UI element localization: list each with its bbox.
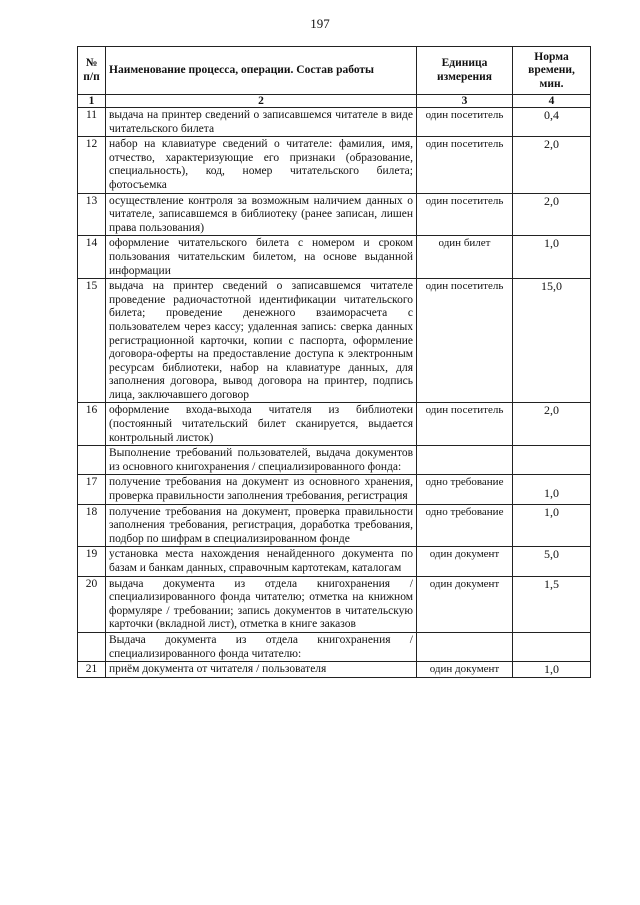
table-row xyxy=(78,108,591,137)
row-unit xyxy=(417,632,513,661)
row-number xyxy=(78,632,106,661)
row-norm: 15,0 xyxy=(513,279,591,403)
table-row xyxy=(78,576,591,632)
table-row xyxy=(78,137,591,193)
table-row xyxy=(78,547,591,576)
row-norm: 1,0 xyxy=(513,475,591,504)
header-norm: Норма времени, мин. xyxy=(513,47,591,95)
header-name: Наименование процесса, операции. Состав работы xyxy=(106,47,417,95)
row-number: 16 xyxy=(78,403,106,446)
row-unit: одно требование xyxy=(417,475,513,504)
section-row xyxy=(78,632,591,661)
row-norm xyxy=(513,632,591,661)
row-number: 21 xyxy=(78,662,106,678)
row-number: 19 xyxy=(78,547,106,576)
row-number: 15 xyxy=(78,279,106,403)
row-description: оформление входа-выхода читателя из библиотеки (постоянный читательский билет сканируется, выдается контрольный листок) xyxy=(106,403,417,446)
row-norm: 5,0 xyxy=(513,547,591,576)
table-row xyxy=(78,279,591,403)
column-index: 4 xyxy=(513,95,591,108)
row-unit: один билет xyxy=(417,236,513,279)
row-norm: 2,0 xyxy=(513,403,591,446)
row-number: 17 xyxy=(78,475,106,504)
row-unit: один посетитель xyxy=(417,279,513,403)
table-row xyxy=(78,475,591,504)
row-description: набор на клавиатуре сведений о читателе: фамилия, имя, отчество, характеризующие его признаки (образование, специальность), код, номер читательского билета; фотосъемка xyxy=(106,137,417,193)
row-norm: 2,0 xyxy=(513,193,591,236)
row-norm: 1,0 xyxy=(513,662,591,678)
row-description: приём документа от читателя / пользователя xyxy=(106,662,417,678)
column-index: 2 xyxy=(106,95,417,108)
row-norm: 1,0 xyxy=(513,504,591,547)
row-unit: один документ xyxy=(417,547,513,576)
row-unit: один документ xyxy=(417,576,513,632)
row-norm: 2,0 xyxy=(513,137,591,193)
row-number: 14 xyxy=(78,236,106,279)
row-description: выдача на принтер сведений о записавшемся читателе в виде читательского билета xyxy=(106,108,417,137)
column-index-row xyxy=(78,95,591,108)
section-row xyxy=(78,446,591,475)
row-number: 18 xyxy=(78,504,106,547)
row-unit xyxy=(417,446,513,475)
table-row xyxy=(78,662,591,678)
row-description: установка места нахождения ненайденного документа по базам и банкам данных, справочным картотекам, каталогам xyxy=(106,547,417,576)
column-index: 3 xyxy=(417,95,513,108)
row-norm: 0,4 xyxy=(513,108,591,137)
row-unit: один посетитель xyxy=(417,193,513,236)
header-num: № п/п xyxy=(78,47,106,95)
table-header xyxy=(78,47,591,95)
page-number: 197 xyxy=(310,16,330,31)
row-unit: один документ xyxy=(417,662,513,678)
section-heading: Выполнение требований пользователей, выдача документов из основного книгохранения / специализированного фонда: xyxy=(106,446,417,475)
time-norms-table xyxy=(77,46,591,678)
row-unit: один посетитель xyxy=(417,108,513,137)
row-norm: 1,0 xyxy=(513,236,591,279)
row-description: оформление читательского билета с номером и сроком пользования читательским билетом, на основе выданной информации xyxy=(106,236,417,279)
row-unit: один посетитель xyxy=(417,137,513,193)
row-description: осуществление контроля за возможным наличием данных о читателе, записавшемся в библиотеку (ранее записан, лишен права пользования) xyxy=(106,193,417,236)
table-row xyxy=(78,193,591,236)
row-number: 12 xyxy=(78,137,106,193)
row-description: выдача документа из отдела книгохранения / специализированного фонда читателю; отметка на книжном формуляре / требовании; запись документов в читательскую карточки (вкладной лист), отметка в книге заказов xyxy=(106,576,417,632)
row-number: 20 xyxy=(78,576,106,632)
column-index: 1 xyxy=(78,95,106,108)
row-norm: 1,5 xyxy=(513,576,591,632)
section-heading: Выдача документа из отдела книгохранения / специализированного фонда читателю: xyxy=(106,632,417,661)
row-number: 13 xyxy=(78,193,106,236)
table-row xyxy=(78,236,591,279)
table-row xyxy=(78,504,591,547)
row-number xyxy=(78,446,106,475)
row-unit: один посетитель xyxy=(417,403,513,446)
table-row xyxy=(78,403,591,446)
row-description: выдача на принтер сведений о записавшемся читателе проведение радиочастотной идентификации читательского билета; проведение денежного взаиморасчета с пользователем через кассу; удаленная запись: сверка данных регистрационной карточки, копии с паспорта, оформление договора-оферты на предоставление доступа к электронным ресурсам библиотеки, набор на клавиатуре данных, для заполнения договора, вывод договора на принтер, подпись лица, заключавшего договор xyxy=(106,279,417,403)
row-description: получение требования на документ из основного хранения, проверка правильности заполнения требования, регистрация xyxy=(106,475,417,504)
row-number: 11 xyxy=(78,108,106,137)
row-description: получение требования на документ, проверка правильности заполнения требования, регистрация, доработка требования, подбор по шифрам в специализированном фонде xyxy=(106,504,417,547)
header-unit: Единица измерения xyxy=(417,47,513,95)
row-norm xyxy=(513,446,591,475)
row-unit: одно требование xyxy=(417,504,513,547)
